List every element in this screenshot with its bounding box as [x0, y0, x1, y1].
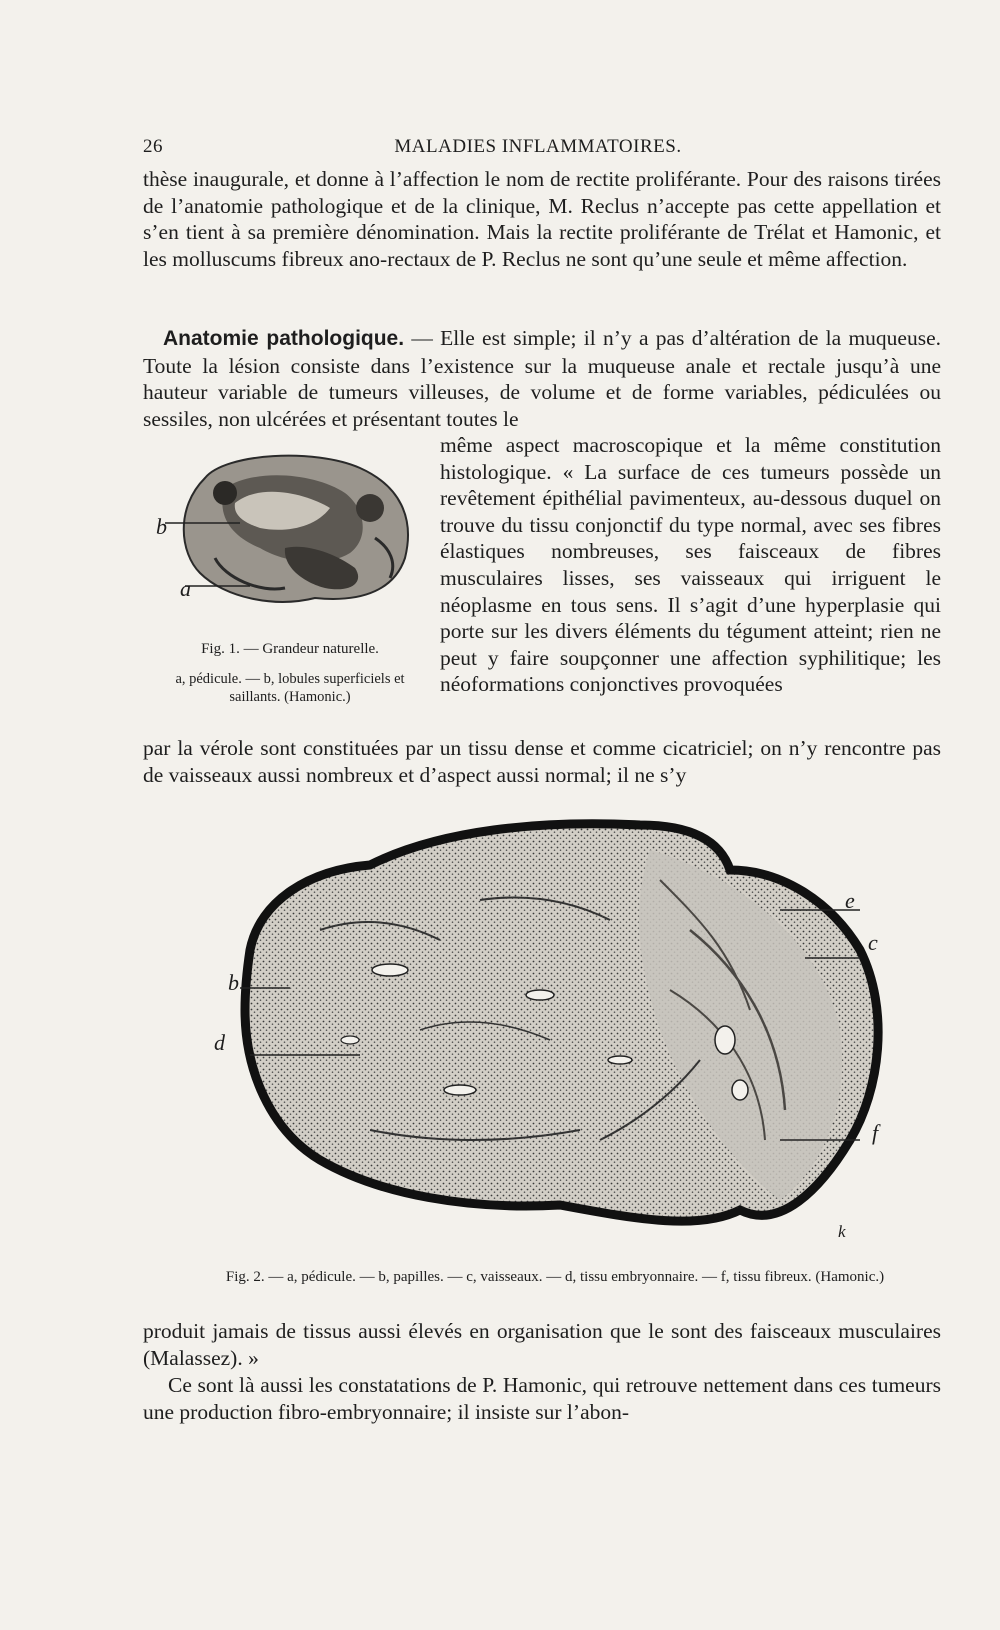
figure-2-label-b: b: [228, 970, 239, 995]
paragraph-after-figure: produit jamais de tissus aussi élevés en organisation que le sont des faisceaux musculaires (Malassez). »: [143, 1319, 941, 1370]
figure-1-caption-title: Fig. 1. — Grandeur naturelle.: [201, 641, 379, 657]
figure-1-label-a: a: [180, 576, 191, 601]
section-intro: — Elle est simple; il n’y a pas d’altération de la muqueuse. Toute la lésion consiste dans l’existence sur la muqueuse anale et rectale jusqu’à une hauteur variable de tumeurs villeuses, de volume et de forme variables, pédiculées ou sessiles, non ulcérées et présentant toutes le: [143, 326, 941, 431]
running-header: [143, 136, 933, 164]
section-continuation: par la vérole sont constituées par un tissu dense et comme cicatriciel; on n’y rencontre pas de vaisseaux aussi nombreux et d’aspect aussi normal; il ne s’y: [143, 736, 941, 787]
figure-2-label-k: k: [838, 1222, 846, 1241]
figure-2-label-c: c: [868, 930, 878, 955]
section-heading: Anatomie pathologique.: [163, 327, 405, 350]
page-number: 26: [143, 136, 163, 157]
figure-1-illustration: [165, 448, 430, 613]
section-anatomie: [143, 325, 941, 432]
wrapped-text: même aspect macroscopique et la même constitution histologique. « La surface de ces tumeurs possède un revêtement épithélial pavimenteux, au-dessous duquel on trouve du tissu conjonctif du type normal, avec ses fibres élastiques nombreuses, ses faisceaux de fibres musculaires lisses, ses vaisseaux qui irriguent le néoplasme en tous sens. Il s’agit d’une hyperplasie qui porte sur les divers éléments du tégument atteint; rien ne peut y faire soupçonner une affection syphilitique; les néoformations conjonctives provoquées: [440, 433, 941, 697]
figure-2-caption: Fig. 2. — a, pédicule. — b, papilles. — c, vaisseaux. — d, tissu embryonnaire. — f, tissu fibreux. (Hamonic.): [225, 1269, 885, 1285]
figure-1-caption-text: a, pédicule. — b, lobules superficiels et saillants. (Hamonic.): [175, 671, 405, 705]
figure-2-label-d: d: [214, 1030, 225, 1055]
figure-2-label-e: e: [845, 888, 855, 913]
figure-1-label-b: b: [156, 514, 167, 539]
running-title: MALADIES INFLAMMATOIRES.: [394, 136, 682, 157]
paragraph-1: thèse inaugurale, et donne à l’affection le nom de rectite proliférante. Pour des raisons tirées de l’anatomie pathologique et de la clinique, M. Reclus n’accepte pas cette appellation et s’en tient à sa première dénomination. Mais la rectite proliférante de Trélat et Hamonic, et les molluscums fibreux ano-rectaux de P. Reclus ne sont qu’une seule et même affection.: [143, 167, 941, 271]
figure-2-illustration: [220, 810, 920, 1260]
figure-2-label-f: f: [872, 1120, 879, 1145]
last-paragraph: Ce sont là aussi les constatations de P. Hamonic, qui retrouve nettement dans ces tumeurs une production fibro-embryonnaire; il insiste sur l’abon-: [143, 1373, 941, 1424]
